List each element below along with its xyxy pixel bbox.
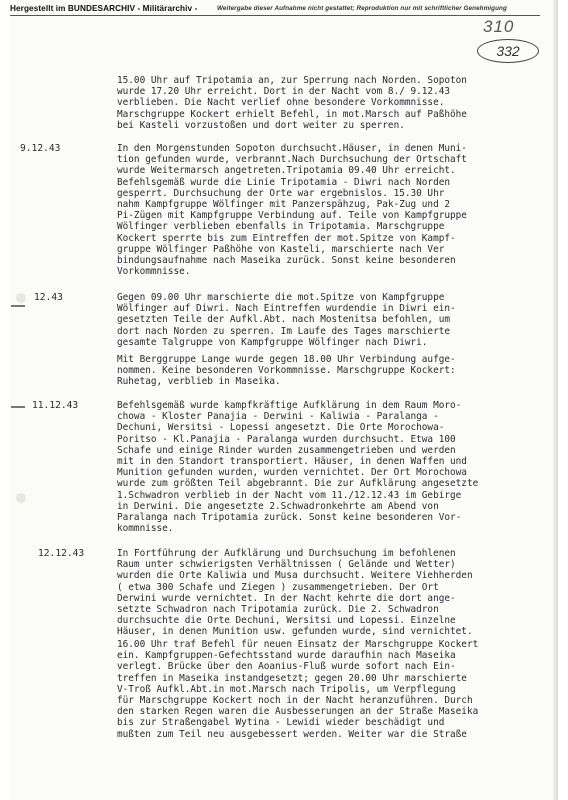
text-line: 16.00 Uhr traf Befehl für neuen Einsatz der Marschgruppe Kockert: [117, 639, 479, 650]
text-line: gesamte Talgruppe von Kampfgruppe Wölfinger nach Diwri.: [117, 336, 428, 348]
text-line: Munition gefunden wurden, wurden vernichtet. Der Ort Morochowa: [117, 467, 467, 479]
text-line: kommnisse.: [117, 523, 174, 535]
text-line: tion gefunden wurde, verbrannt.Nach Durchsuchung der Ortschaft: [117, 154, 467, 166]
text-line: nommen. Keine besonderen Vorkommnisse. Marschgruppe Kockert:: [117, 365, 456, 377]
text-line: in Derwini. Die angesetzte 2.Schwadronkehrte am Abend von: [117, 500, 439, 512]
text-line: wurde Weitermarsch angetreten.Tripotamia 09.40 Uhr erreicht.: [117, 165, 456, 177]
text-line: In Fortführung der Aufklärung und Durchsuchung im befohlenen: [117, 548, 456, 559]
text-line: Dechuni, Wersitsi - Lopessi angesetzt. Die Orte Morochowa-: [117, 422, 445, 434]
text-line: chowa - Kloster Panajia - Derwini - Kaliwia - Paralanga -: [117, 411, 439, 423]
text-line: Vorkommnisse.: [117, 266, 191, 278]
archive-header-notice: Weitergabe dieser Aufnahme nicht gestattet; Reproduktion nur mit schriftlicher Genehmigung: [217, 5, 507, 12]
text-line: Schafe und einige Rinder wurden zusammengetrieben und werden: [117, 444, 456, 456]
text-line: für Marschgruppe Kockert noch in der Nacht heranzuführen. Durch: [117, 694, 473, 706]
text-line: Befehlsgemäß wurde kampfkräftige Aufklärung in dem Raum Moro-: [117, 400, 462, 411]
text-line: Mit Berggruppe Lange wurde gegen 18.00 Uhr Verbindung aufge-: [117, 354, 456, 365]
header-rule: [10, 15, 540, 16]
entry-date: 12.12.43: [38, 548, 85, 559]
text-line: Derwini wurde vernichtet. In der Nacht kehrte die dort ange-: [117, 592, 456, 604]
text-line: gesetzten Teile der Aufkl.Abt. nach Mostenitsa befohlen, um: [117, 314, 451, 326]
entry-date: 11.12.43: [32, 400, 79, 411]
entry-paragraph: [117, 400, 542, 534]
margin-mark: [11, 305, 25, 307]
text-line: ( etwa 300 Schafe und Ziegen ) zusammengetrieben. Der Ort: [117, 581, 439, 593]
page-edge: [552, 0, 558, 800]
entry-paragraph: [117, 548, 542, 638]
archive-header-title: Hergestellt im BUNDESARCHIV - Militärarchiv -: [10, 4, 198, 13]
circled-page-number: 332: [477, 39, 539, 63]
entry-paragraph: [117, 639, 542, 740]
text-line: V-Troß Aufkl.Abt.in mot.Marsch nach Tripolis, um Verpflegung: [117, 683, 456, 695]
text-line: Gegen 09.00 Uhr marschierte die mot.Spitze von Kampfgruppe: [117, 292, 445, 303]
text-line: wurde 17.20 Uhr erreicht. Dort in der Nacht vom 8./ 9.12.43: [117, 86, 451, 98]
text-line: ein. Kampfgruppen-Gefechtsstand wurde daraufhin nach Maseika: [117, 650, 456, 662]
margin-mark: [11, 406, 25, 408]
text-line: In den Morgenstunden Sopoton durchsucht.Häuser, in denen Muni-: [117, 143, 467, 154]
text-line: bindungsaufnahme nach Maseika zurück. Sonst keine besonderen: [117, 254, 456, 266]
text-line: mußten zum Teil neu ausgebessert werden. Weiter war die Straße: [117, 728, 467, 740]
entry-date: 12.43: [34, 292, 63, 303]
text-line: Marschgruppe Kockert erhielt Befehl, in mot.Marsch auf Paßhöhe: [117, 108, 467, 120]
text-line: durchsuchte die Orte Dechuni, Wersitsi und Lopessi. Einzelne: [117, 615, 456, 627]
text-line: Wölfinger auf Diwri. Nach Eintreffen wurdendie in Diwri ein-: [117, 303, 456, 315]
text-line: wurden die Orte Kaliwia und Musa durchsucht. Weitere Viehherden: [117, 570, 473, 582]
punch-hole: [16, 493, 26, 503]
entry-paragraph: [117, 143, 542, 277]
text-line: Häuser, in denen Munition usw. gefunden wurde, sind vernichtet.: [117, 626, 473, 638]
text-line: den starken Regen waren die Ausbesserungen an der Straße Maseika: [117, 706, 479, 718]
text-line: verlegt. Brücke über den Aoanius-Fluß wurde sofort nach Ein-: [117, 661, 456, 673]
entry-paragraph: [117, 354, 542, 388]
text-line: verblieben. Die Nacht verlief ohne besondere Vorkommnisse.: [117, 97, 445, 109]
text-line: Ruhetag, verblieb in Maseika.: [117, 376, 281, 388]
text-line: mit in den Standort transportiert. Häuser, in denen Waffen und: [117, 455, 467, 467]
text-line: Wölfinger verblieben ebenfalls in Tripotamia. Marschgruppe: [117, 221, 445, 233]
text-line: Paralanga nach Tripotamia zurück. Sonst keine besonderen Vor-: [117, 511, 462, 523]
text-line: gruppe Wölfinger Paßhöhe von Kasteli, marschierte nach Ver: [117, 243, 445, 255]
text-line: 1.Schwadron verblieb in der Nacht vom 11./12.12.43 im Gebirge: [117, 489, 462, 501]
text-line: nahm Kampfgruppe Wölfinger mit Panzerspähzug, Pak-Zug und 2: [117, 198, 451, 210]
text-line: treffen in Maseika instandgesetzt; gegen 20.00 Uhr marschierte: [117, 672, 467, 684]
punch-hole: [16, 293, 26, 303]
text-line: 15.00 Uhr auf Tripotamia an, zur Sperrung nach Norden. Sopoton: [117, 75, 467, 86]
entry-paragraph: [117, 75, 542, 131]
handwritten-page-number: 310: [483, 17, 515, 36]
text-line: gesperrt. Durchsuchung der Orte war ergebnislos. 15.30 Uhr: [117, 187, 445, 199]
text-line: Kockert sperrte bis zum Eintreffen der mot.Spitze von Kampf-: [117, 232, 456, 244]
text-line: bei Kasteli vorzustoßen und dort weiter zu sperren.: [117, 119, 405, 131]
entry-date: 9.12.43: [20, 143, 61, 154]
text-line: dort nach Norden zu sperren. Im Laufe des Tages marschierte: [117, 325, 451, 337]
text-line: Befehlsgemäß wurde die Linie Tripotamia - Diwri nach Norden: [117, 176, 451, 188]
text-line: Pi-Zügen mit Kampfgruppe Verbindung auf. Teile von Kampfgruppe: [117, 210, 467, 222]
text-line: wurde zum größten Teil abgebrannt. Die zur Aufklärung angesetzte: [117, 478, 479, 490]
archive-header: [10, 0, 558, 18]
text-line: setzte Schwadron nach Tripotamia zurück. Die 2. Schwadron: [117, 603, 439, 615]
text-line: bis zur Straßengabel Wytina - Lewidi wieder beschädigt und: [117, 717, 445, 729]
text-line: Poritso - Kl.Panajia - Paralanga wurden durchsucht. Etwa 100: [117, 433, 456, 445]
document-page: [10, 0, 558, 800]
text-line: Raum unter schwierigsten Verhältnissen ( Gelände und Wetter): [117, 559, 456, 571]
entry-paragraph: [117, 292, 542, 348]
